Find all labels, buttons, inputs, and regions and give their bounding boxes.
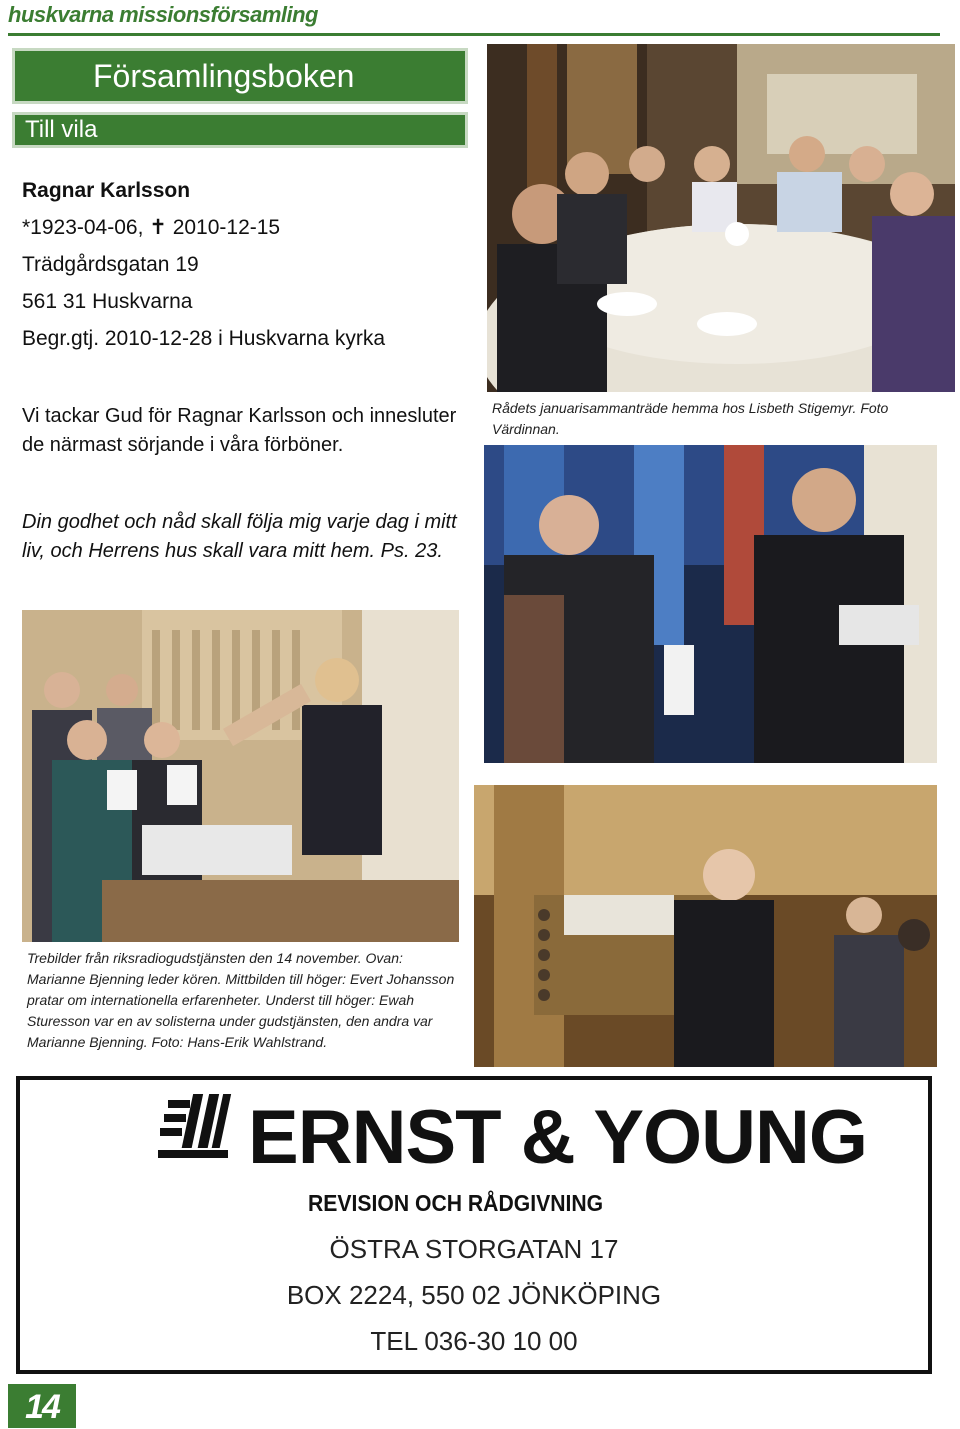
funeral-info: Begr.gtj. 2010-12-28 i Huskvarna kyrka [22,327,386,350]
life-dates: *1923-04-06, ✝ 2010-12-15 [22,216,281,239]
ad-street-address: ÖSTRA STORGATAN 17 [329,1234,619,1264]
deceased-name: Ragnar Karlsson [22,179,191,202]
thanks-paragraph: Vi tackar Gud för Ragnar Karlsson och innesluter de närmast sörjande i våra förböner. [22,405,457,456]
speakers-photo [484,445,937,763]
council-dinner-photo [487,44,955,392]
page-number: 14 [8,1384,76,1428]
service-photos-caption: Trebilder från riksradiogudstjänsten den 14 november. Ovan: Marianne Bjenning leder kören. Mittbilden till höger: Evert Johansson pratar om internationella erfarenheter. Underst till höger: Ewah Sturesson var en av solisterna under gudstjänsten, den andra var Marianne Bjenning. Foto: Hans-Erik Wahlstrand. [27,950,455,1050]
choir-photo [22,610,459,942]
bible-verse: Din godhet och nåd skall följa mig varje dag i mitt liv, och Herrens hus skall vara mitt hem. Ps. 23. [22,511,457,562]
company-name: ERNST & YOUNG [248,1095,868,1180]
ad-phone: TEL 036-30 10 00 [370,1326,578,1356]
company-tagline: REVISION OCH RÅDGIVNING [308,1190,604,1216]
city-address: 561 31 Huskvarna [22,290,193,313]
ernst-young-logo-icon [158,1090,238,1174]
section-title: Församlingsboken [12,48,468,104]
obituary [22,176,385,361]
ad-box-address: BOX 2224, 550 02 JÖNKÖPING [286,1280,662,1310]
dinner-photo-caption: Rådets januarisammanträde hemma hos Lisbeth Stigemyr. Foto Värdinnan. [492,400,889,437]
header-divider [8,33,940,36]
magazine-title: huskvarna missionsförsamling [8,2,318,27]
street-address: Trädgårdsgatan 19 [22,253,199,276]
soloist-photo [474,785,937,1067]
section-subtitle: Till vila [12,112,468,148]
